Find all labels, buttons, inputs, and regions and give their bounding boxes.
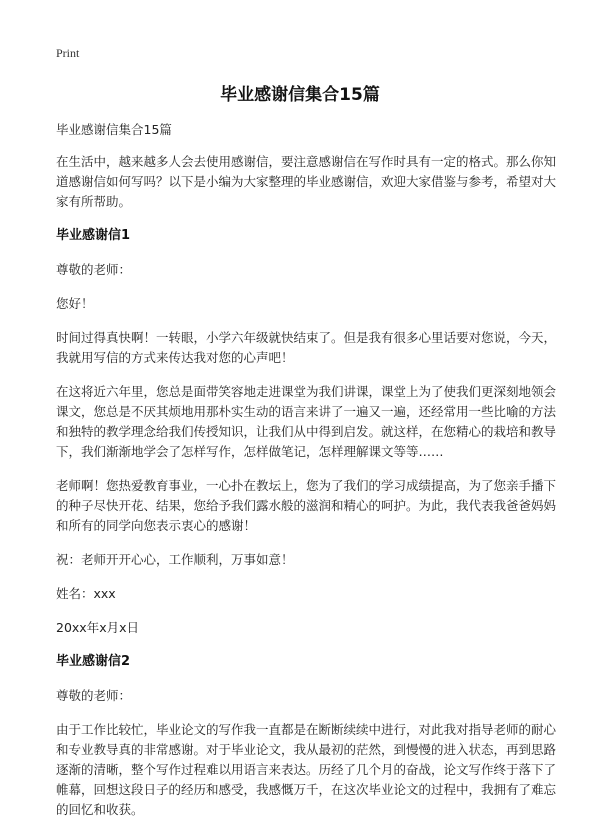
letter-1-salutation: 尊敬的老师：: [56, 262, 132, 277]
letter-2-paragraph-1: 由于工作比较忙，毕业论文的写作我一直都是在断断续续中进行，对此我对指导老师的耐心和专业教导真的非常感谢。对于毕业论文，我从最初的茫然，到慢慢的进入状态，再到思路逐渐的清晰，整个写作过程难以用语言来表达。历经了几个月的奋战，论文写作终于落下了帷幕，回想这段日子的经历和感受，我感慨万千，在这次毕业论文的过程中，我拥有了难忘的回忆和收获。: [56, 722, 557, 817]
intro-paragraph: 在生活中，越来越多人会去使用感谢信，要注意感谢信在写作时具有一定的格式。那么你知道感谢信如何写吗？以下是小编为大家整理的毕业感谢信，欢迎大家借鉴与参考，希望对大家有所帮助。: [56, 154, 557, 209]
letter-2-heading: 毕业感谢信2: [56, 654, 131, 669]
document-subtitle: 毕业感谢信集合15篇: [56, 122, 172, 137]
document-title: 毕业感谢信集合15篇: [220, 85, 380, 105]
letter-1-paragraph-1: 时间过得真快啊！一转眼，小学六年级就快结束了。但是我有很多心里话要对您说，今天，我就用写信的方式来传达我对您的心声吧！: [56, 330, 557, 365]
document-body: [56, 120, 556, 828]
print-label: Print: [56, 46, 80, 60]
letter-2-salutation: 尊敬的老师：: [56, 688, 132, 703]
letter-1-paragraph-3: 老师啊！您热爱教育事业，一心扑在教坛上，您为了我们的学习成绩提高，为了您亲手播下的种子尽快开花、结果，您给予我们露水般的滋润和精心的呵护。为此，我代表我爸爸妈妈和所有的同学向您表示衷心的感谢！: [56, 478, 557, 533]
letter-1-signature: 姓名：xxx: [56, 586, 116, 601]
letter-1-paragraph-2: 在这将近六年里，您总是面带笑容地走进课堂为我们讲课，课堂上为了使我们更深刻地领会课文，您总是不厌其烦地用那朴实生动的语言来讲了一遍又一遍，还经常用一些比喻的方法和独特的教学理念给我们传授知识，让我们从中得到启发。就这样，在您精心的栽培和教导下，我们渐渐地学会了怎样写作，怎样做笔记，怎样理解课文等等……: [56, 384, 557, 459]
letter-1-heading: 毕业感谢信1: [56, 228, 131, 243]
letter-1-date: 20xx年x月x日: [56, 620, 139, 635]
letter-1-closing: 祝：老师开开心心，工作顺利，万事如意！: [56, 552, 294, 567]
letter-1-greeting: 您好！: [56, 296, 94, 311]
